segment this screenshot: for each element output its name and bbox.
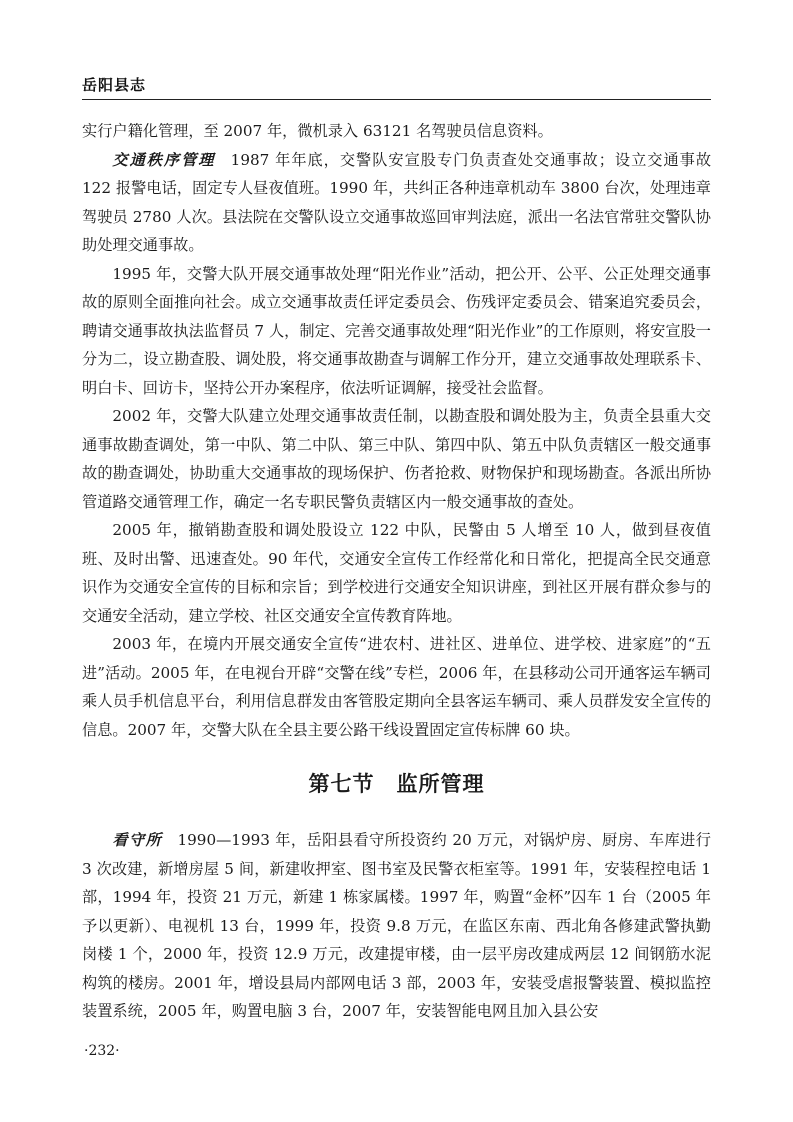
paragraph [82, 630, 711, 744]
paragraph-text: 1990—1993 年，岳阳县看守所投资约 20 万元，对锅炉房、厨房、车库进行 3 次改建，新增房屋 5 间，新建收押室、图书室及民警衣柜室等。1991 年，安装程控电话 1 部，1994 年，投资 21 万元，新建 1 栋家属楼。1997 年，购置“金杯”囚车 1 台（2005 年予以更新）、电视机 13 台，1999 年，投资 9.8 万元，在监区东南、西北角各修建武警执勤岗楼 1 个，2000 年，投资 12.9 万元，改建提审楼，由一层平房改建成两层 12 间钢筋水泥构筑的楼房。2001 年，增设县局内部网电话 3 部，2003 年，安装受虐报警装置、模拟监控装置系统，2005 年，购置电脑 3 台，2007 年，安装智能电网且加入县公安 [82, 831, 711, 1020]
section-title: 监所管理 [396, 772, 485, 796]
paragraph-text: 1995 年，交警大队开展交通事故处理“阳光作业”活动，把公开、公平、公正处理交通事故的原则全面推向社会。成立交通事故责任评定委员会、伤残评定委员会、错案追究委员会，聘请交通事故执法监督员 7 人，制定、完善交通事故处理“阳光作业”的工作原则，将安宣股一分为二，设立勘查股、调处股，将交通事故勘查与调解工作分开，建立交通事故处理联系卡、明白卡、回访卡，坚持公开办案程序，依法听证调解，接受社会监督。 [82, 264, 711, 397]
paragraph [82, 402, 711, 516]
run-in-heading: 交通秩序管理 [112, 150, 216, 169]
paragraph [82, 146, 711, 260]
page-body [82, 117, 711, 1026]
paragraph [82, 260, 711, 403]
section-number: 第七节 [308, 772, 375, 796]
top-paragraphs [82, 117, 711, 744]
paragraph-text: 1987 年年底，交警队安宣股专门负责查处交通事故；设立交通事故 122 报警电话，固定专人昼夜值班。1990 年，共纠正各种违章机动车 3800 台次，处理违章驾驶员 2780 人次。县法院在交警队设立交通事故巡回审判法庭，派出一名法官常驻交警队协助处理交通事故。 [82, 150, 712, 254]
paragraph [82, 117, 711, 146]
paragraph-text: 实行户籍化管理，至 2007 年，微机录入 63121 名驾驶员信息资料。 [82, 122, 553, 140]
paragraph [82, 826, 711, 1026]
paragraph-text: 2002 年，交警大队建立处理交通事故责任制，以勘查股和调处股为主，负责全县重大交通事故勘查调处，第一中队、第二中队、第三中队、第四中队、第五中队负责辖区一般交通事故的勘查调处，协助重大交通事故的现场保护、伤者抢救、财物保护和现场勘查。各派出所协管道路交通管理工作，确定一名专职民警负责辖区内一般交通事故的查处。 [82, 407, 711, 511]
header-divider [82, 99, 711, 100]
running-header-title: 岳阳县志 [82, 76, 147, 94]
run-in-heading: 看守所 [112, 831, 163, 849]
page-number: ·232· [84, 1043, 120, 1059]
section-heading [82, 770, 711, 798]
paragraph [82, 516, 711, 630]
bottom-paragraphs [82, 826, 711, 1026]
paragraph-text: 2003 年，在境内开展交通安全宣传“进农村、进社区、进单位、进学校、进家庭”的“五进”活动。2005 年，在电视台开辟“交警在线”专栏，2006 年，在县移动公司开通客运车辆司乘人员手机信息平台，利用信息群发由客管股定期向全县客运车辆司、乘人员群发安全宣传的信息。2007 年，交警大队在全县主要公路干线设置固定宣传标牌 60 块。 [82, 635, 711, 739]
paragraph-text: 2005 年，撤销勘查股和调处股设立 122 中队，民警由 5 人增至 10 人，做到昼夜值班、及时出警、迅速查处。90 年代，交通安全宣传工作经常化和日常化，把提高全民交通意识作为交通安全宣传的目标和宗旨；到学校进行交通安全知识讲座，到社区开展有群众参与的交通安全活动，建立学校、社区交通安全宣传教育阵地。 [82, 521, 711, 625]
